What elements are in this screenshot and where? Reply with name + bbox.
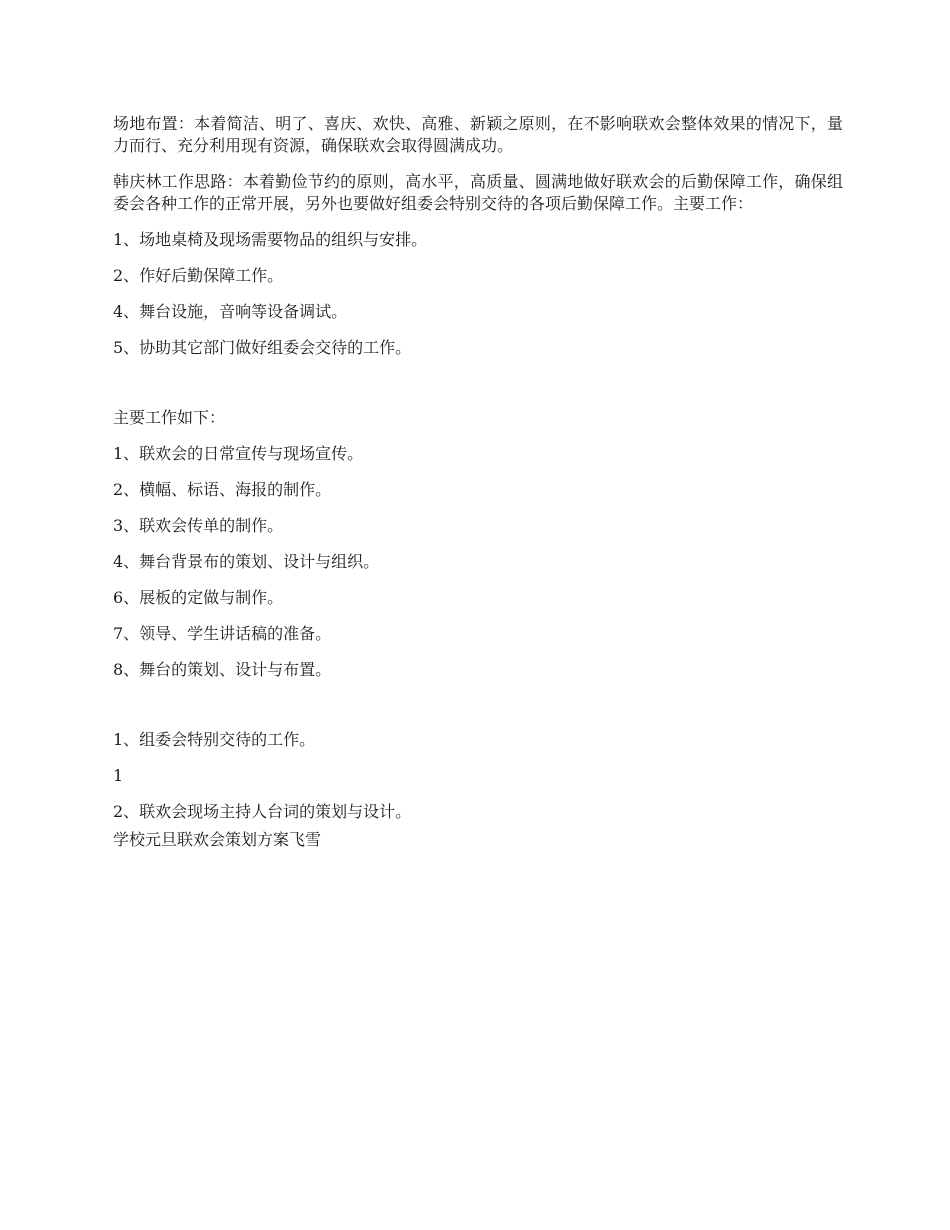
main-work-item-3: 3、联欢会传单的制作。 [113,516,284,535]
logistics-item-1: 1、场地桌椅及现场需要物品的组织与安排。 [113,230,428,249]
main-work-item-4: 4、舞台背景布的策划、设计与组织。 [113,552,380,571]
main-work-item-7: 7、领导、学生讲话稿的准备。 [113,624,332,643]
logistics-item-5: 5、协助其它部门做好组委会交待的工作。 [113,338,412,357]
page-number: 1 [113,766,124,785]
special-task-item-1: 1、组委会特别交待的工作。 [113,730,316,749]
special-task-item-2: 2、联欢会现场主持人台词的策划与设计。 [113,802,412,821]
main-work-item-6: 6、展板的定做与制作。 [113,588,284,607]
logistics-approach-paragraph: 韩庆林工作思路：本着勤俭节约的原则，高水平，高质量、圆满地做好联欢会的后勤保障工作，确保组委会各种工作的正常开展，另外也要做好组委会特别交待的各项后勤保障工作。主要工作： [113,172,843,213]
main-work-item-1: 1、联欢会的日常宣传与现场宣传。 [113,444,364,463]
document-title-footer: 学校元旦联欢会策划方案飞雪 [113,830,322,849]
document-body [113,113,843,851]
logistics-item-2: 2、作好后勤保障工作。 [113,266,284,285]
venue-layout-paragraph: 场地布置：本着简洁、明了、喜庆、欢快、高雅、新颖之原则，在不影响联欢会整体效果的情况下，量力而行、充分利用现有资源，确保联欢会取得圆满成功。 [113,114,843,155]
logistics-item-4: 4、舞台设施，音响等设备调试。 [113,302,348,321]
main-work-item-8: 8、舞台的策划、设计与布置。 [113,660,332,679]
main-work-item-2: 2、横幅、标语、海报的制作。 [113,480,332,499]
main-work-heading: 主要工作如下： [113,408,226,427]
